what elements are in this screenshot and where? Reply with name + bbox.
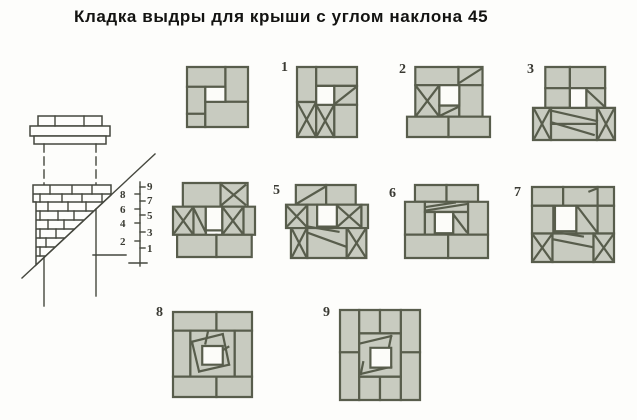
brick <box>187 67 225 87</box>
brick <box>340 310 359 352</box>
brick <box>425 212 435 235</box>
flue-hole <box>206 207 222 231</box>
flue-hole <box>202 346 223 365</box>
brick <box>405 202 425 235</box>
brick <box>307 205 317 228</box>
brick <box>407 117 449 137</box>
brick <box>173 331 190 377</box>
brick <box>415 185 447 202</box>
pattern-number: 5 <box>273 183 280 198</box>
brick <box>187 87 205 114</box>
brick <box>173 312 216 331</box>
brick-course-pattern <box>173 183 255 257</box>
brick <box>532 187 563 206</box>
brick-course-pattern <box>286 185 368 258</box>
brick-course-pattern <box>407 67 490 137</box>
page-title: Кладка выдры для крыши с углом наклона 45 <box>74 7 489 26</box>
pattern-drawing <box>173 183 255 257</box>
flue-hole <box>555 206 576 232</box>
pattern-drawing <box>407 67 490 137</box>
brick <box>235 331 252 377</box>
brick <box>447 185 479 202</box>
brick <box>216 235 251 257</box>
brick <box>598 206 614 234</box>
pattern-drawing <box>297 67 357 137</box>
pattern-number: 1 <box>281 60 288 75</box>
brick <box>380 377 401 400</box>
scale-label-9: 9 <box>147 181 153 193</box>
flue-hole <box>205 87 225 102</box>
brick <box>359 310 380 333</box>
brick <box>405 235 448 258</box>
scale-label-6: 6 <box>120 204 126 216</box>
brick <box>297 67 316 102</box>
brick <box>545 88 570 108</box>
brick <box>415 67 458 85</box>
scale-label-3: 3 <box>147 227 153 239</box>
brick <box>316 67 357 86</box>
brick-course-pattern <box>187 67 248 127</box>
brick <box>205 102 248 127</box>
brick <box>598 187 614 206</box>
brick-course-pattern <box>340 310 420 400</box>
pattern-number: 8 <box>156 305 163 320</box>
brick-course-pattern <box>297 67 357 137</box>
pattern-drawing <box>533 67 615 140</box>
brick <box>216 312 252 331</box>
brick <box>177 235 216 257</box>
scale-label-2: 2 <box>120 236 126 248</box>
brick <box>187 114 205 127</box>
flue-hole <box>370 348 391 368</box>
brick <box>532 206 553 234</box>
pattern-number: 9 <box>323 305 330 320</box>
pattern-number: 6 <box>389 186 396 201</box>
scale-label-1: 1 <box>147 243 153 255</box>
pattern-drawing <box>340 310 420 400</box>
scale-label-8: 8 <box>120 189 126 201</box>
brick <box>225 67 248 102</box>
brick <box>326 185 356 205</box>
brick <box>380 310 401 333</box>
brick-course-pattern <box>533 67 615 140</box>
brick <box>244 207 255 235</box>
brick <box>361 205 368 228</box>
brick <box>570 67 605 88</box>
pattern-drawing <box>173 312 252 397</box>
pattern-drawing <box>532 187 614 262</box>
brick <box>359 377 380 400</box>
pattern-number: 3 <box>527 62 534 77</box>
pattern-number: 2 <box>399 62 406 77</box>
brick <box>307 228 346 258</box>
brick <box>401 310 420 352</box>
brick <box>340 352 359 400</box>
brick <box>468 202 488 235</box>
brick-course-pattern <box>532 187 614 262</box>
brick <box>545 67 570 88</box>
scale-label-7: 7 <box>147 195 153 207</box>
brick <box>183 183 221 207</box>
flue-hole <box>439 85 459 105</box>
pattern-drawing <box>286 185 368 258</box>
brick <box>173 377 216 397</box>
brick-course-pattern <box>173 312 252 397</box>
pattern-number: 7 <box>514 185 521 200</box>
brick <box>401 352 420 400</box>
flue-hole <box>570 88 586 108</box>
pattern-drawing <box>187 67 248 127</box>
scale-label-4: 4 <box>120 218 126 230</box>
brick <box>334 105 357 137</box>
pattern-drawing <box>405 185 488 258</box>
flue-hole <box>317 205 337 227</box>
flue-hole <box>435 212 453 233</box>
brick <box>449 117 491 137</box>
flue-hole <box>316 86 334 105</box>
brick <box>216 377 252 397</box>
brick <box>459 85 482 117</box>
brick <box>448 235 488 258</box>
scale-label-5: 5 <box>147 210 153 222</box>
brick-course-pattern <box>405 185 488 258</box>
brick <box>551 124 597 140</box>
brick <box>553 234 594 263</box>
